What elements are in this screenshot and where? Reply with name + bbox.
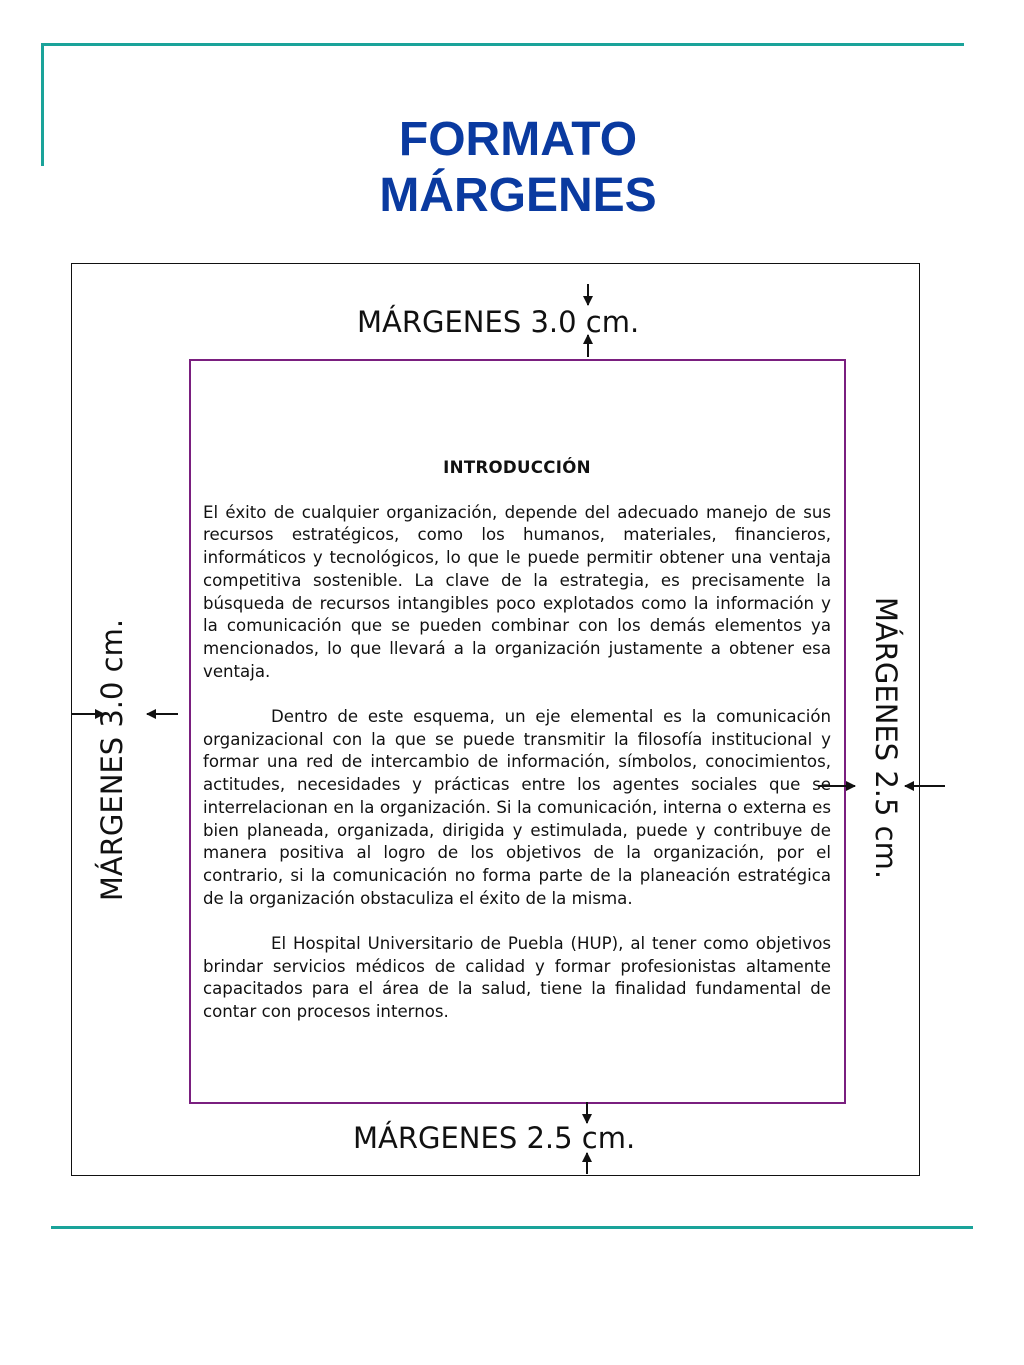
document-paragraph: El éxito de cualquier organización, depende del adecuado manejo de sus recursos estratégicos, como los humanos, materiales, financieros, informáticos y tecnológicos, lo que le puede permitir obtener una ventaja competitiva sostenible. La clave de la estrategia, es precisamente la búsqueda de recursos intangibles poco explotados como la información y la comunicación que se pueden combinar con los demás elementos ya mencionados, lo que llevará a la organización justamente a obtener esa ventaja. <box>203 502 831 681</box>
document-heading: INTRODUCCIÓN <box>443 458 591 477</box>
margin-right-label: MÁRGENES 2.5 cm. <box>869 596 903 880</box>
page-title-line2: MÁRGENES <box>379 169 657 222</box>
margin-left-label: MÁRGENES 3.0 cm. <box>95 618 129 902</box>
document-paragraph: Dentro de este esquema, un eje elemental es la comunicación organizacional con la que se puede transmitir la filosofía institucional y formar una red de intercambio de información, símbolos, conocimientos, actitudes, necesidades y prácticas entre los agentes sociales que se interrelacionan en la organización. Si la comunicación, interna o externa es bien planeada, organizada, dirigida y estimulada, puede y contribuye de manera positiva al logro de los objetivos de la organización, por el contrario, si la comunicación no forma parte de la planeación estratégica de la organización obstaculiza el éxito de la misma. <box>203 707 831 908</box>
document-paragraph: El Hospital Universitario de Puebla (HUP), al tener como objetivos brindar servicios médicos de calidad y formar profesionistas altamente capacitados para el área de la salud, tiene la finalidad fundamental de contar con procesos internos. <box>203 934 831 1022</box>
decorative-bottom-line <box>51 1226 973 1229</box>
margin-bottom-label: MÁRGENES 2.5 cm. <box>353 1121 636 1155</box>
document-body <box>203 457 831 1047</box>
margin-top-label: MÁRGENES 3.0 cm. <box>357 305 640 339</box>
page-title-line1: FORMATO <box>398 113 638 166</box>
decorative-top-line <box>42 43 964 46</box>
